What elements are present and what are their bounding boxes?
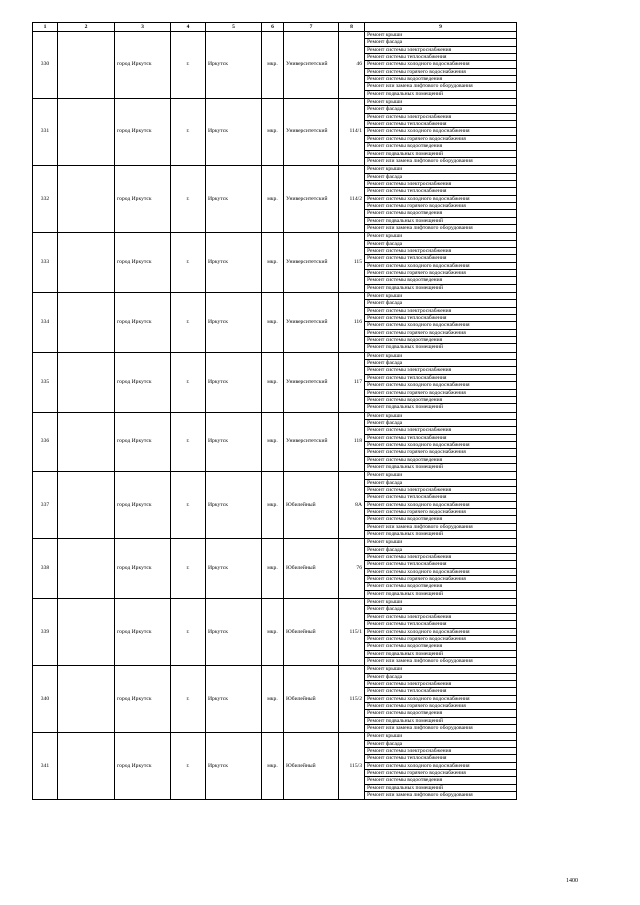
settlement-type: г. [171, 599, 206, 666]
column-header: 5 [206, 23, 262, 32]
street-type: мкр. [262, 666, 284, 733]
work-item: Ремонт системы холодного водоснабжения [365, 569, 516, 576]
street-type: мкр. [262, 599, 284, 666]
work-item: Ремонт фасада [365, 606, 516, 613]
street-name: Университетский [284, 99, 339, 166]
work-item: Ремонт системы горячего водоснабжения [365, 203, 516, 210]
municipality-name: город Иркутск [115, 32, 171, 99]
row-number: 337 [33, 472, 58, 539]
column-header: 4 [171, 23, 206, 32]
work-item: Ремонт крыши [365, 539, 516, 546]
work-item: Ремонт системы электроснабжения [365, 554, 516, 561]
settlement-type: г. [171, 472, 206, 539]
work-item: Ремонт или замена лифтового оборудования [365, 83, 516, 90]
municipality-name: город Иркутск [115, 352, 171, 412]
works-list [365, 472, 517, 539]
works-list [365, 599, 517, 666]
work-item: Ремонт системы холодного водоснабжения [365, 61, 516, 68]
municipality-name: город Иркутск [115, 472, 171, 539]
street-type: мкр. [262, 233, 284, 293]
settlement-name: Иркутск [206, 99, 262, 166]
works-list [365, 539, 517, 599]
settlement-type: г. [171, 666, 206, 733]
work-item: Ремонт фасада [365, 39, 516, 46]
house-number: 76 [339, 539, 365, 599]
street-name: Университетский [284, 166, 339, 233]
empty-cell [58, 293, 115, 353]
house-number: 114/2 [339, 166, 365, 233]
street-type: мкр. [262, 539, 284, 599]
work-item: Ремонт подвальных помещений [367, 404, 444, 411]
column-header: 3 [115, 23, 171, 32]
table-body [33, 23, 517, 800]
work-item: Ремонт системы холодного водоснабжения [365, 128, 516, 135]
work-item: Ремонт подвальных помещений [367, 463, 444, 470]
house-number: 114/1 [339, 99, 365, 166]
street-type: мкр. [262, 472, 284, 539]
empty-cell [58, 599, 115, 666]
municipality-name: город Иркутск [115, 99, 171, 166]
settlement-name: Иркутск [206, 412, 262, 472]
work-item: Ремонт подвальных помещений [367, 284, 444, 291]
work-item: Ремонт системы горячего водоснабжения [365, 576, 516, 583]
house-number: 118 [339, 412, 365, 472]
work-item: Ремонт подвальных помещений [365, 151, 516, 158]
settlement-type: г. [171, 352, 206, 412]
work-item: Ремонт или замена лифтового оборудования [367, 157, 473, 164]
street-type: мкр. [262, 99, 284, 166]
row-number: 331 [33, 99, 58, 166]
work-item: Ремонт фасада [365, 420, 516, 427]
work-item: Ремонт системы водоотведения [365, 210, 516, 217]
header-row [33, 23, 517, 32]
row-number: 339 [33, 599, 58, 666]
street-name: Юбилейный [284, 733, 339, 800]
settlement-name: Иркутск [206, 32, 262, 99]
work-item: Ремонт системы электроснабжения [365, 614, 516, 621]
work-item: Ремонт системы горячего водоснабжения [365, 509, 516, 516]
street-name: Университетский [284, 352, 339, 412]
house-number: 116 [339, 293, 365, 353]
work-item: Ремонт подвальных помещений [365, 718, 516, 725]
work-item: Ремонт системы водоотведения [365, 397, 516, 404]
table-row [33, 412, 517, 472]
empty-cell [58, 32, 115, 99]
table-row [33, 666, 517, 733]
work-item: Ремонт системы теплоснабжения [365, 688, 516, 695]
table-row [33, 472, 517, 539]
work-item: Ремонт системы холодного водоснабжения [365, 629, 516, 636]
column-header: 7 [284, 23, 339, 32]
street-name: Университетский [284, 32, 339, 99]
work-item: Ремонт системы теплоснабжения [365, 755, 516, 762]
row-number: 333 [33, 233, 58, 293]
municipality-name: город Иркутск [115, 233, 171, 293]
work-item: Ремонт или замена лифтового оборудования [367, 224, 473, 231]
work-item: Ремонт системы электроснабжения [365, 427, 516, 434]
works-list [365, 666, 517, 733]
table-row [33, 166, 517, 233]
settlement-type: г. [171, 733, 206, 800]
empty-cell [58, 539, 115, 599]
works-list [365, 166, 517, 233]
settlement-name: Иркутск [206, 352, 262, 412]
work-item: Ремонт системы водоотведения [365, 643, 516, 650]
settlement-type: г. [171, 32, 206, 99]
house-number: 115/3 [339, 733, 365, 800]
street-name: Университетский [284, 293, 339, 353]
empty-cell [58, 472, 115, 539]
table-row [33, 99, 517, 166]
works-list [365, 412, 517, 472]
work-item: Ремонт или замена лифтового оборудования [365, 524, 516, 531]
table-row [33, 233, 517, 293]
empty-cell [58, 233, 115, 293]
work-item: Ремонт фасада [365, 547, 516, 554]
work-item: Ремонт системы теплоснабжения [365, 54, 516, 61]
settlement-name: Иркутск [206, 666, 262, 733]
work-item: Ремонт системы горячего водоснабжения [365, 69, 516, 76]
street-name: Юбилейный [284, 599, 339, 666]
work-item: Ремонт системы горячего водоснабжения [365, 136, 516, 143]
municipality-name: город Иркутск [115, 666, 171, 733]
column-header: 8 [339, 23, 365, 32]
work-item: Ремонт системы теплоснабжения [365, 435, 516, 442]
work-item: Ремонт системы электроснабжения [365, 367, 516, 374]
work-item: Ремонт системы горячего водоснабжения [365, 330, 516, 337]
work-item: Ремонт системы теплоснабжения [365, 494, 516, 501]
street-type: мкр. [262, 412, 284, 472]
empty-cell [58, 99, 115, 166]
row-number: 341 [33, 733, 58, 800]
work-item: Ремонт фасада [365, 360, 516, 367]
work-item: Ремонт системы горячего водоснабжения [365, 270, 516, 277]
column-header: 1 [33, 23, 58, 32]
work-item: Ремонт системы холодного водоснабжения [365, 382, 516, 389]
work-item: Ремонт крыши [365, 733, 516, 740]
settlement-name: Иркутск [206, 472, 262, 539]
settlement-name: Иркутск [206, 539, 262, 599]
municipality-name: город Иркутск [115, 293, 171, 353]
work-item: Ремонт системы холодного водоснабжения [365, 322, 516, 329]
column-header: 2 [58, 23, 115, 32]
work-item: Ремонт системы электроснабжения [365, 114, 516, 121]
work-item: Ремонт системы водоотведения [365, 76, 516, 83]
settlement-type: г. [171, 412, 206, 472]
house-number: 115 [339, 233, 365, 293]
work-item: Ремонт крыши [365, 599, 516, 606]
work-item: Ремонт крыши [365, 472, 516, 479]
work-item: Ремонт системы холодного водоснабжения [365, 196, 516, 203]
row-number: 334 [33, 293, 58, 353]
street-type: мкр. [262, 733, 284, 800]
street-name: Юбилейный [284, 666, 339, 733]
work-item: Ремонт системы электроснабжения [365, 487, 516, 494]
works-list [365, 733, 517, 800]
street-name: Университетский [284, 233, 339, 293]
work-item: Ремонт фасада [365, 674, 516, 681]
works-list [365, 99, 517, 166]
table-row [33, 32, 517, 99]
work-item: Ремонт крыши [365, 666, 516, 673]
work-item: Ремонт системы теплоснабжения [365, 188, 516, 195]
work-item: Ремонт системы холодного водоснабжения [365, 442, 516, 449]
work-item: Ремонт системы электроснабжения [365, 308, 516, 315]
row-number: 340 [33, 666, 58, 733]
work-item: Ремонт системы горячего водоснабжения [365, 390, 516, 397]
works-list [365, 233, 517, 293]
table-row [33, 352, 517, 412]
work-item: Ремонт системы водоотведения [365, 710, 516, 717]
street-name: Университетский [284, 412, 339, 472]
settlement-name: Иркутск [206, 166, 262, 233]
work-item: Ремонт подвальных помещений [365, 785, 516, 792]
work-item: Ремонт фасада [365, 300, 516, 307]
repair-registry-table [32, 22, 517, 800]
street-type: мкр. [262, 32, 284, 99]
work-item: Ремонт фасада [365, 174, 516, 181]
work-item: Ремонт подвальных помещений [367, 590, 444, 597]
settlement-name: Иркутск [206, 599, 262, 666]
page-number: 1400 [566, 878, 578, 884]
row-number: 330 [33, 32, 58, 99]
row-number: 332 [33, 166, 58, 233]
work-item: Ремонт системы теплоснабжения [365, 315, 516, 322]
work-item: Ремонт фасада [365, 241, 516, 248]
street-name: Юбилейный [284, 539, 339, 599]
work-item: Ремонт крыши [365, 293, 516, 300]
work-item: Ремонт подвальных помещений [365, 218, 516, 225]
work-item: Ремонт фасада [365, 106, 516, 113]
work-item: Ремонт крыши [365, 32, 516, 39]
column-header: 9 [365, 23, 517, 32]
empty-cell [58, 666, 115, 733]
works-list [365, 32, 517, 99]
work-item: Ремонт фасада [365, 480, 516, 487]
work-item: Ремонт системы электроснабжения [365, 181, 516, 188]
works-list [365, 293, 517, 353]
house-number: 117 [339, 352, 365, 412]
empty-cell [58, 166, 115, 233]
work-item: Ремонт или замена лифтового оборудования [367, 657, 473, 664]
work-item: Ремонт или замена лифтового оборудования [367, 724, 473, 731]
work-item: Ремонт системы теплоснабжения [365, 255, 516, 262]
settlement-name: Иркутск [206, 233, 262, 293]
work-item: Ремонт крыши [365, 413, 516, 420]
work-item: Ремонт системы горячего водоснабжения [365, 636, 516, 643]
column-header: 6 [262, 23, 284, 32]
work-item: Ремонт системы холодного водоснабжения [365, 696, 516, 703]
work-item: Ремонт системы водоотведения [365, 583, 516, 590]
empty-cell [58, 352, 115, 412]
settlement-name: Иркутск [206, 293, 262, 353]
work-item: Ремонт системы электроснабжения [365, 47, 516, 54]
street-type: мкр. [262, 166, 284, 233]
work-item: Ремонт системы теплоснабжения [365, 621, 516, 628]
work-item: Ремонт системы горячего водоснабжения [365, 449, 516, 456]
empty-cell [58, 412, 115, 472]
work-item: Ремонт системы горячего водоснабжения [365, 770, 516, 777]
settlement-name: Иркутск [206, 733, 262, 800]
work-item: Ремонт системы холодного водоснабжения [365, 502, 516, 509]
municipality-name: город Иркутск [115, 166, 171, 233]
row-number: 338 [33, 539, 58, 599]
work-item: Ремонт системы холодного водоснабжения [365, 763, 516, 770]
row-number: 336 [33, 412, 58, 472]
work-item: Ремонт подвальных помещений [367, 90, 444, 97]
work-item: Ремонт системы теплоснабжения [365, 561, 516, 568]
house-number: 46 [339, 32, 365, 99]
settlement-type: г. [171, 166, 206, 233]
work-item: Ремонт системы горячего водоснабжения [365, 703, 516, 710]
work-item: Ремонт фасада [365, 741, 516, 748]
street-type: мкр. [262, 293, 284, 353]
row-number: 335 [33, 352, 58, 412]
municipality-name: город Иркутск [115, 599, 171, 666]
table-row [33, 293, 517, 353]
work-item: Ремонт системы водоотведения [365, 143, 516, 150]
street-type: мкр. [262, 352, 284, 412]
work-item: Ремонт системы электроснабжения [365, 248, 516, 255]
work-item: Ремонт подвальных помещений [365, 651, 516, 658]
settlement-type: г. [171, 99, 206, 166]
work-item: Ремонт системы водоотведения [365, 277, 516, 284]
empty-cell [58, 733, 115, 800]
table-row [33, 539, 517, 599]
work-item: Ремонт системы водоотведения [365, 337, 516, 344]
settlement-type: г. [171, 233, 206, 293]
house-number: 115/2 [339, 666, 365, 733]
work-item: Ремонт системы электроснабжения [365, 748, 516, 755]
municipality-name: город Иркутск [115, 412, 171, 472]
work-item: Ремонт или замена лифтового оборудования [367, 792, 473, 799]
table-row [33, 599, 517, 666]
work-item: Ремонт системы холодного водоснабжения [365, 263, 516, 270]
municipality-name: город Иркутск [115, 539, 171, 599]
work-item: Ремонт системы водоотведения [365, 516, 516, 523]
house-number: 115/1 [339, 599, 365, 666]
table-row [33, 733, 517, 800]
house-number: 8А [339, 472, 365, 539]
work-item: Ремонт системы водоотведения [365, 777, 516, 784]
work-item: Ремонт системы водоотведения [365, 457, 516, 464]
work-item: Ремонт крыши [365, 166, 516, 173]
work-item: Ремонт системы электроснабжения [365, 681, 516, 688]
work-item: Ремонт крыши [365, 233, 516, 240]
work-item: Ремонт системы теплоснабжения [365, 121, 516, 128]
works-list [365, 352, 517, 412]
work-item: Ремонт крыши [365, 99, 516, 106]
work-item: Ремонт крыши [365, 353, 516, 360]
work-item: Ремонт системы теплоснабжения [365, 375, 516, 382]
settlement-type: г. [171, 293, 206, 353]
municipality-name: город Иркутск [115, 733, 171, 800]
work-item: Ремонт подвальных помещений [367, 531, 444, 538]
work-item: Ремонт подвальных помещений [367, 344, 444, 351]
settlement-type: г. [171, 539, 206, 599]
street-name: Юбилейный [284, 472, 339, 539]
